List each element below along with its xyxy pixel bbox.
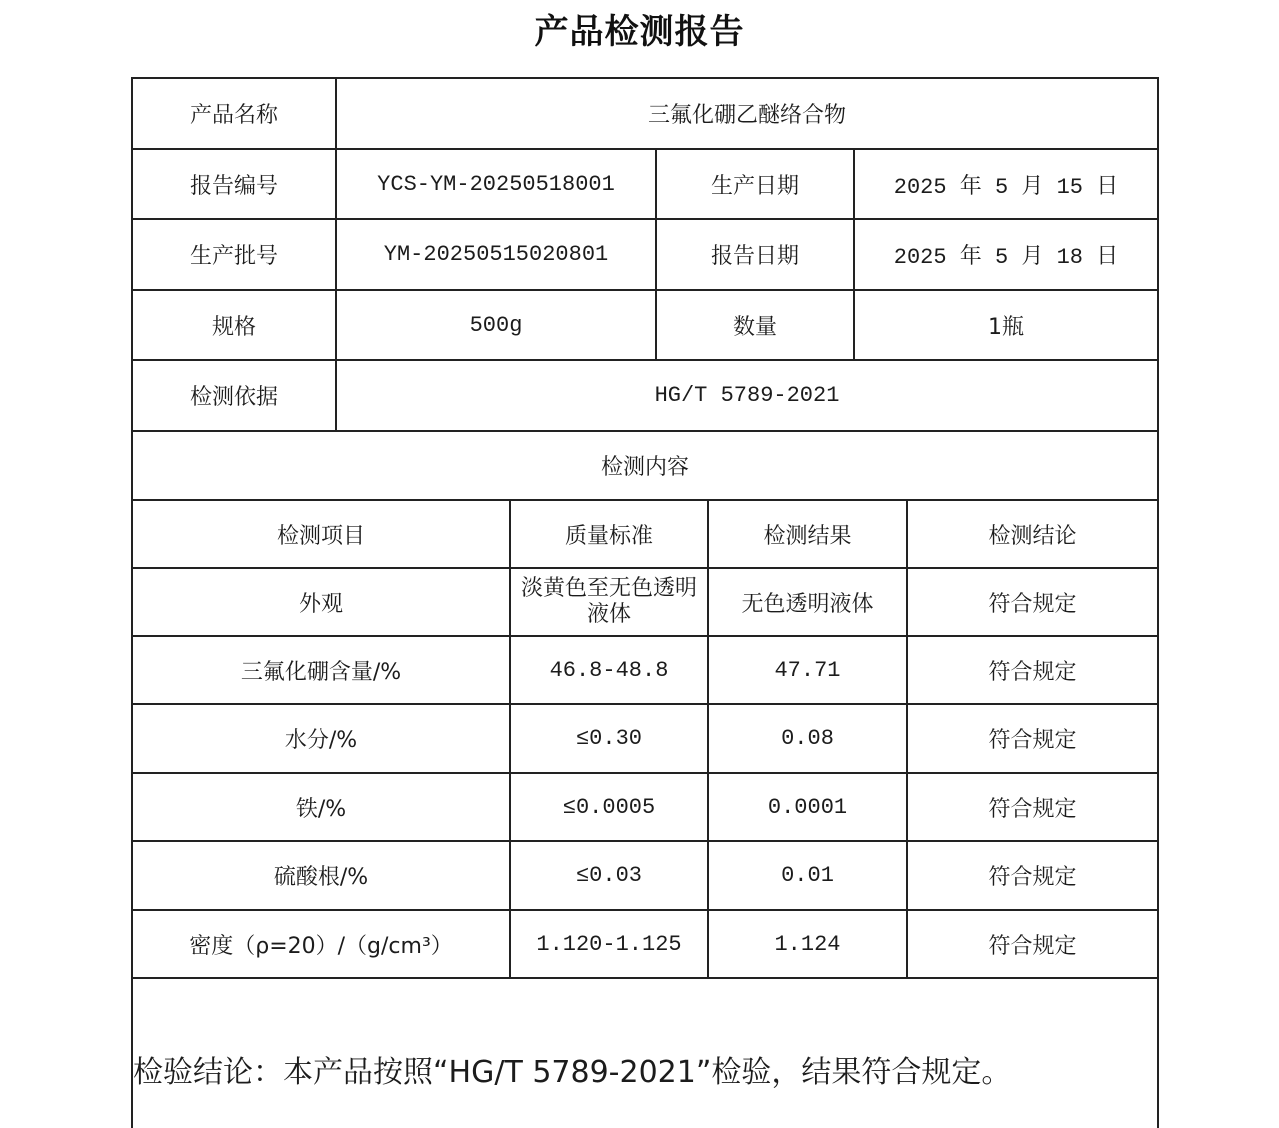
report-no-label: 报告编号 <box>132 149 336 219</box>
row-product-name <box>132 78 1158 149</box>
test-item: 硫酸根/% <box>132 841 510 910</box>
header-result: 检测结果 <box>708 500 907 568</box>
test-conclusion: 符合规定 <box>907 910 1158 978</box>
header-item: 检测项目 <box>132 500 510 568</box>
final-conclusion-text: 检验结论：本产品按照“HG/T 5789-2021”检验，结果符合规定。 <box>132 978 1158 1128</box>
basis-label: 检测依据 <box>132 360 336 431</box>
report-title: 产品检测报告 <box>534 12 745 52</box>
basis-value: HG/T 5789-2021 <box>336 360 1158 431</box>
batch-no-label: 生产批号 <box>132 219 336 290</box>
row-report-no <box>132 149 1158 219</box>
report-date-label: 报告日期 <box>656 219 854 290</box>
test-result: 0.08 <box>708 704 907 773</box>
test-header-row <box>132 500 1158 568</box>
quantity-value: 1瓶 <box>854 290 1158 360</box>
product-name-value: 三氟化硼乙醚络合物 <box>336 78 1158 149</box>
test-item: 水分/% <box>132 704 510 773</box>
production-date-label: 生产日期 <box>656 149 854 219</box>
test-standard: ≤0.03 <box>510 841 708 910</box>
table-row <box>132 910 1158 978</box>
test-item: 三氟化硼含量/% <box>132 636 510 704</box>
row-spec <box>132 290 1158 360</box>
test-result: 0.0001 <box>708 773 907 841</box>
test-standard: 1.120-1.125 <box>510 910 708 978</box>
production-date-value: 2025 年 5 月 15 日 <box>854 149 1158 219</box>
test-result: 1.124 <box>708 910 907 978</box>
test-conclusion: 符合规定 <box>907 841 1158 910</box>
row-basis <box>132 360 1158 431</box>
batch-no-value: YM-20250515020801 <box>336 219 656 290</box>
row-batch-no <box>132 219 1158 290</box>
table-row <box>132 841 1158 910</box>
test-conclusion: 符合规定 <box>907 568 1158 636</box>
row-final-conclusion <box>132 978 1158 1128</box>
table-row <box>132 568 1158 636</box>
report-date-value: 2025 年 5 月 18 日 <box>854 219 1158 290</box>
test-section-title: 检测内容 <box>132 431 1158 500</box>
test-standard: 46.8-48.8 <box>510 636 708 704</box>
test-item: 外观 <box>132 568 510 636</box>
report-table <box>131 77 1159 1128</box>
test-standard: 淡黄色至无色透明液体 <box>510 568 708 636</box>
product-name-label: 产品名称 <box>132 78 336 149</box>
test-conclusion: 符合规定 <box>907 636 1158 704</box>
test-result: 无色透明液体 <box>708 568 907 636</box>
quantity-label: 数量 <box>656 290 854 360</box>
test-conclusion: 符合规定 <box>907 704 1158 773</box>
test-standard: ≤0.30 <box>510 704 708 773</box>
test-standard: ≤0.0005 <box>510 773 708 841</box>
report-no-value: YCS-YM-20250518001 <box>336 149 656 219</box>
test-item: 密度（ρ=20）/（g/cm³） <box>132 910 510 978</box>
spec-value: 500g <box>336 290 656 360</box>
test-result: 0.01 <box>708 841 907 910</box>
test-item: 铁/% <box>132 773 510 841</box>
header-standard: 质量标准 <box>510 500 708 568</box>
test-conclusion: 符合规定 <box>907 773 1158 841</box>
row-section-title <box>132 431 1158 500</box>
table-row <box>132 773 1158 841</box>
test-result: 47.71 <box>708 636 907 704</box>
table-row <box>132 636 1158 704</box>
header-conclusion: 检测结论 <box>907 500 1158 568</box>
spec-label: 规格 <box>132 290 336 360</box>
table-row <box>132 704 1158 773</box>
